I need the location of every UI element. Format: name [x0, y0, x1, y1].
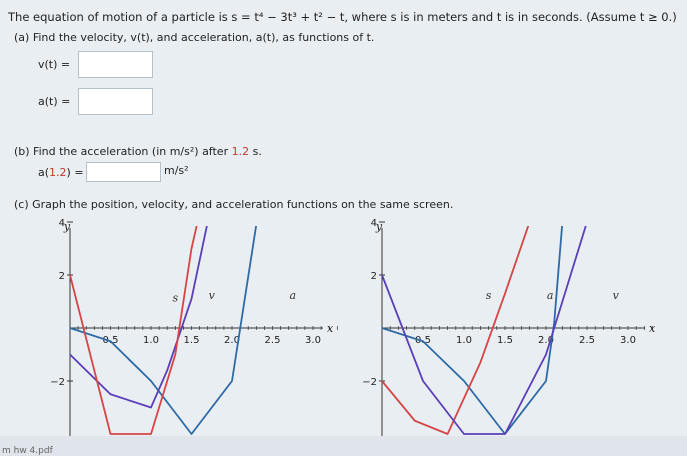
part-b-suffix: s. [249, 145, 262, 158]
velocity-label: v(t) = [38, 58, 71, 71]
curve-label-v: v [612, 288, 619, 302]
acceleration-at-time-answer-box[interactable] [86, 162, 161, 182]
x-tick-label: 2.0 [538, 335, 554, 346]
x-tick-label: 1.0 [143, 335, 159, 346]
curve-label-s: s [485, 288, 492, 302]
curve-label-s: s [172, 291, 179, 305]
curve-a [70, 218, 240, 434]
curve-label-a: a [289, 288, 297, 302]
acc-label-suffix: ) = [66, 166, 84, 179]
part-a-prompt: (a) Find the velocity, v(t), and acceleration, a(t), as functions of t. [14, 31, 375, 44]
x-axis-label: x [327, 322, 334, 335]
x-tick-label: 0.5 [415, 335, 431, 346]
footer-file-label: m hw 4.pdf [2, 446, 53, 456]
x-tick-label: 3.0 [620, 335, 636, 346]
question-text [8, 10, 677, 24]
question-statement: The equation of motion of a particle is s = t⁴ − 3t³ + t² − t, where s is in meters and t is in seconds. (Assume t ≥ 0.) [8, 10, 677, 24]
curve-v [70, 218, 232, 408]
acceleration-label: a(t) = [38, 95, 71, 108]
x-tick-label: 2.5 [579, 335, 595, 346]
x-tick-label: 2.5 [264, 335, 281, 346]
x-tick-label: 3.0 [305, 335, 321, 346]
curve-v [382, 218, 636, 434]
acceleration-at-time-label [38, 166, 84, 179]
acceleration-unit: m/s² [164, 164, 189, 177]
y-tick-label: 2 [370, 271, 377, 282]
curve-a [382, 218, 571, 434]
part-c-prompt: (c) Graph the position, velocity, and acceleration functions on the same screen. [14, 198, 454, 211]
y-tick-label: −2 [362, 377, 377, 388]
x-tick-label: 0.5 [102, 335, 119, 346]
curves-group [382, 218, 636, 434]
x-tick-label: 1.0 [456, 335, 472, 346]
y-tick-label: −2 [50, 377, 65, 388]
acceleration-answer-box[interactable] [78, 88, 153, 115]
part-b-prompt [14, 145, 262, 158]
curve-label-v: v [208, 288, 215, 302]
part-b-prefix: (b) Find the acceleration (in m/s²) after [14, 145, 232, 158]
x-axis-label: x [649, 322, 656, 335]
x-tick-label: 2.0 [224, 335, 240, 346]
graph-option-1[interactable] [48, 218, 348, 438]
y-tick-label: 4 [58, 218, 65, 229]
x-tick-label: 1.5 [497, 335, 513, 346]
y-tick-label: 4 [370, 218, 377, 229]
graph-option-2[interactable] [360, 218, 670, 438]
acc-label-prefix: a( [38, 166, 50, 179]
acc-label-time: 1.2 [49, 166, 67, 179]
y-tick-label: 2 [58, 271, 65, 282]
bottom-bar [0, 436, 687, 456]
velocity-answer-box[interactable] [78, 51, 153, 78]
y-axis-label: y [375, 220, 383, 233]
curve-label-a: a [546, 288, 554, 302]
y-axis-label: y [63, 220, 71, 233]
x-tick-label: 1.5 [183, 335, 200, 346]
part-b-time: 1.2 [231, 145, 250, 158]
